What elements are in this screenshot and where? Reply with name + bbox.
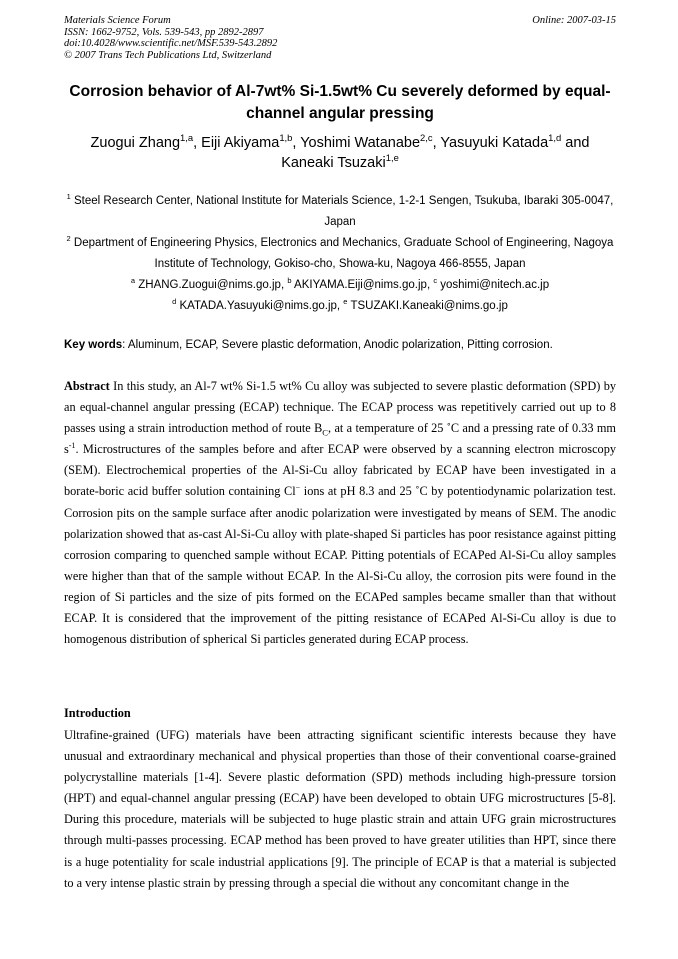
affiliation-text: Steel Research Center, National Institute for Materials Science, 1-2-1 Sengen, Tsukuba, Ibaraki 305-0047, Japan	[74, 195, 614, 228]
online-date: Online: 2007-03-15	[532, 15, 616, 26]
keywords-label: Key words	[64, 339, 123, 351]
issn-line: ISSN: 1662-9752, Vols. 539-543, pp 2892-2897	[64, 26, 264, 38]
affiliations	[64, 191, 616, 317]
abstract-text: . Microstructures of the samples before and after ECAP were observed by a scanning electron microscopy (SEM). Electrochemical properties of the Al-Si-Cu alloy fabricated by ECAP have been investigated in a borate-boric acid buffer solution containing Cl	[64, 442, 616, 499]
affiliation-number: 1	[66, 192, 71, 202]
author-affiliation-marker: 1,b	[279, 132, 293, 144]
email-link[interactable]: ZHANG.Zuogui@nims.go.jp	[138, 279, 281, 291]
email-marker: a	[130, 276, 136, 286]
author-name: Yasuyuki Katada	[440, 135, 549, 151]
abstract	[64, 376, 616, 650]
paper-title: Corrosion behavior of Al-7wt% Si-1.5wt% Cu severely deformed by equal-channel angular pressing	[69, 83, 611, 122]
affiliation-2	[64, 233, 616, 275]
abstract-text: , at a temperature of 25 ˚C and a pressing rate of 0.33 mm s	[64, 421, 616, 457]
email-link[interactable]: yoshimi@nitech.ac.jp	[440, 279, 550, 291]
introduction-text: Ultrafine-grained (UFG) materials have been attracting significant scientific interests because they have unusual and extraordinary mechanical and physical properties than those of their conventional coarse-grained polycrystalline materials [1-4]. Severe plastic deformation (SPD) methods including high-pressure torsion (HPT) and equal-channel angular pressing (ECAP) have been developed to obtain UFG microstructures [5-8]. During this procedure, materials will be subjected to huge plastic strain and attain UFG grain microstructures through multi-passes processing. ECAP method has been proved to have greater utilities than HPT, since there is a huge potentiality for scale industrial applications [9]. The principle of ECAP is that a material is subjected to a very intense plastic strain by pressing through a special die without any concomitant change in the	[64, 728, 616, 890]
email-line-1: $^a$ ZHANG.Zuogui@nims.go.jp, $^b$ AKIYAMA.Eiji@nims.go.jp, $^c$ yoshimi@nitech.ac.jp	[130, 276, 550, 291]
affiliation-text: Department of Engineering Physics, Electronics and Mechanics, Graduate School of Engineering, Nagoya Institute of Technology, Gokiso-cho, Showa-ku, Nagoya 466-8555, Japan	[73, 237, 614, 270]
unit-superscript: -1	[68, 441, 76, 451]
abstract-text: In this study, an Al-7 wt% Si-1.5 wt% Cu alloy was subjected to severe plastic deformation (SPD) by an equal-channel angular pressing (ECAP) technique. The ECAP process was repetitively carried out up to 8 passes using a strain introduction method of route B	[64, 379, 616, 436]
email-link[interactable]: TSUZAKI.Kaneaki@nims.go.jp	[350, 300, 508, 312]
author-affiliation-marker: 1,e	[385, 152, 399, 164]
affiliation-1	[64, 191, 616, 233]
keywords	[64, 337, 616, 353]
email-marker: d	[172, 297, 177, 307]
email-marker: e	[343, 297, 348, 307]
copyright-line: © 2007 Trans Tech Publications Ltd, Switzerland	[64, 49, 272, 61]
author-name: Yoshimi Watanabe	[300, 135, 421, 151]
author-affiliation-marker: 2,c	[420, 132, 433, 144]
author-conjunction: and	[565, 135, 590, 151]
abstract-text: ions at pH 8.3 and 25 ˚C by potentiodynamic polarization test. Corrosion pits on the sample surface after anodic polarization were investigated by means of SEM. The anodic polarization showed that as-cast Al-Si-Cu alloy with plate-shaped Si particles has poor resistance against pitting corrosion comparing to quenched sample without ECAP. Pitting potentials of ECAPed Al-Si-Cu alloy samples were higher than that of the sample without ECAP. In the Al-Si-Cu alloy, the corrosion pits were found in the region of Si particles and the size of pits formed on the ECAPed samples became smaller than that without ECAP. It is considered that the improvement of the pitting resistance of ECAPed Al-Si-Cu alloy is due to homogenous distribution of spherical Si particles generated during ECAP process.	[64, 484, 616, 647]
journal-header	[64, 15, 616, 61]
route-subscript: C	[322, 427, 329, 438]
abstract-label: Abstract	[64, 379, 110, 393]
ion-superscript: −	[295, 483, 301, 493]
author-name: Kaneaki Tsuzaki	[281, 155, 386, 171]
email-line-2: $^d$ KATADA.Yasuyuki@nims.go.jp, $^e$ TSUZAKI.Kaneaki@nims.go.jp	[172, 297, 508, 312]
author-name: Eiji Akiyama	[201, 135, 280, 151]
keywords-text: : Aluminum, ECAP, Severe plastic deformation, Anodic polarization, Pitting corrosion.	[122, 339, 553, 351]
affiliation-number: 2	[66, 234, 71, 244]
email-link[interactable]: AKIYAMA.Eiji@nims.go.jp	[294, 279, 427, 291]
email-link[interactable]: KATADA.Yasuyuki@nims.go.jp	[179, 300, 337, 312]
email-marker: c	[433, 276, 438, 286]
author-affiliation-marker: 1,d	[548, 132, 562, 144]
journal-name: Materials Science Forum	[64, 15, 171, 26]
email-marker: b	[287, 276, 292, 286]
doi-line[interactable]: doi:10.4028/www.scientific.net/MSF.539-543.2892	[64, 38, 278, 49]
author-list: Zuogui Zhang$^{1,a}$, Eiji Akiyama$^{1,b}$, Yoshimi Watanabe$^{2,c}$, Yasuyuki Katada$^{1,d}$ and Kaneaki Tsuzaki$^{1,e}$	[90, 132, 590, 171]
introduction-heading: Introduction	[64, 706, 131, 720]
author-name: Zuogui Zhang	[90, 135, 181, 151]
author-affiliation-marker: 1,a	[180, 132, 194, 144]
